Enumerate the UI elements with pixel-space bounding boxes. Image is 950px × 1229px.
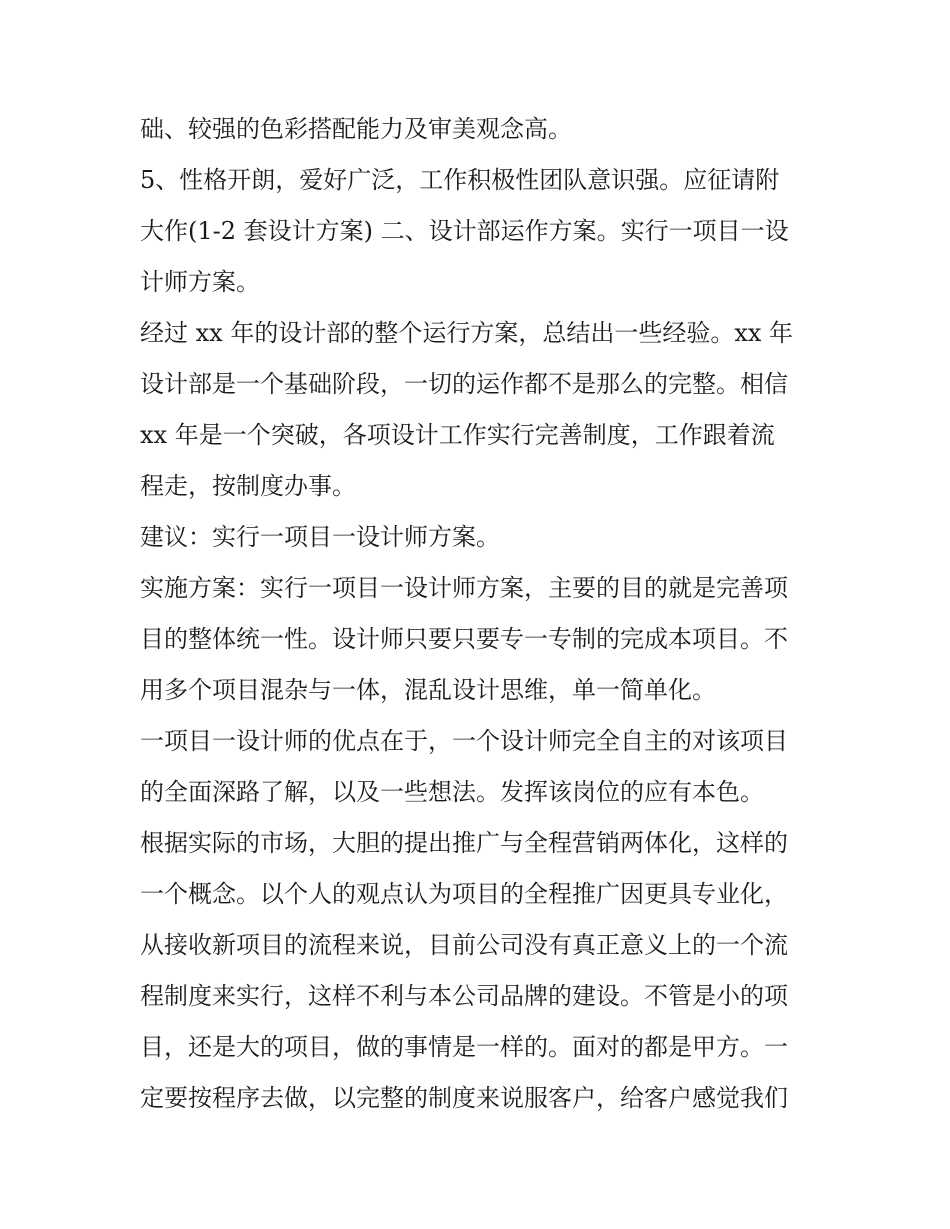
text-line: 建议：实行一项目一设计师方案。 bbox=[140, 523, 500, 551]
text-line: 设计部是一个基础阶段，一切的运作都不是那么的完整。相信 bbox=[140, 370, 788, 398]
text-line: 础、较强的色彩搭配能力及审美观念高。 bbox=[140, 115, 572, 143]
text-line: 经过 xx 年的设计部的整个运行方案，总结出一些经验。xx 年 bbox=[140, 319, 794, 347]
text-line: 程制度来实行，这样不利与本公司品牌的建设。不管是小的项 bbox=[140, 982, 788, 1010]
text-line: 的全面深路了解，以及一些想法。发挥该岗位的应有本色。 bbox=[140, 778, 764, 806]
text-line: 计师方案。 bbox=[140, 268, 260, 296]
text-line: 程走，按制度办事。 bbox=[140, 472, 356, 500]
document-body bbox=[140, 104, 812, 1124]
text-line: xx 年是一个突破，各项设计工作实行完善制度，工作跟着流 bbox=[140, 421, 775, 449]
text-line: 一个概念。以个人的观点认为项目的全程推广因更具专业化， bbox=[140, 880, 788, 908]
text-line: 目，还是大的项目，做的事情是一样的。面对的都是甲方。一 bbox=[140, 1033, 788, 1061]
text-line: 实施方案：实行一项目一设计师方案，主要的目的就是完善项 bbox=[140, 574, 788, 602]
text-line: 定要按程序去做，以完整的制度来说服客户，给客户感觉我们 bbox=[140, 1084, 788, 1112]
text-line: 大作(1-2 套设计方案) 二、设计部运作方案。实行一项目一设 bbox=[140, 217, 789, 245]
text-line: 根据实际的市场，大胆的提出推广与全程营销两体化，这样的 bbox=[140, 829, 788, 857]
text-line: 目的整体统一性。设计师只要只要专一专制的完成本项目。不 bbox=[140, 625, 788, 653]
text-line: 用多个项目混杂与一体，混乱设计思维，单一简单化。 bbox=[140, 676, 716, 704]
text-line: 5、性格开朗，爱好广泛，工作积极性团队意识强。应征请附 bbox=[140, 166, 780, 194]
text-line: 一项目一设计师的优点在于，一个设计师完全自主的对该项目 bbox=[140, 727, 788, 755]
text-line: 从接收新项目的流程来说，目前公司没有真正意义上的一个流 bbox=[140, 931, 788, 959]
